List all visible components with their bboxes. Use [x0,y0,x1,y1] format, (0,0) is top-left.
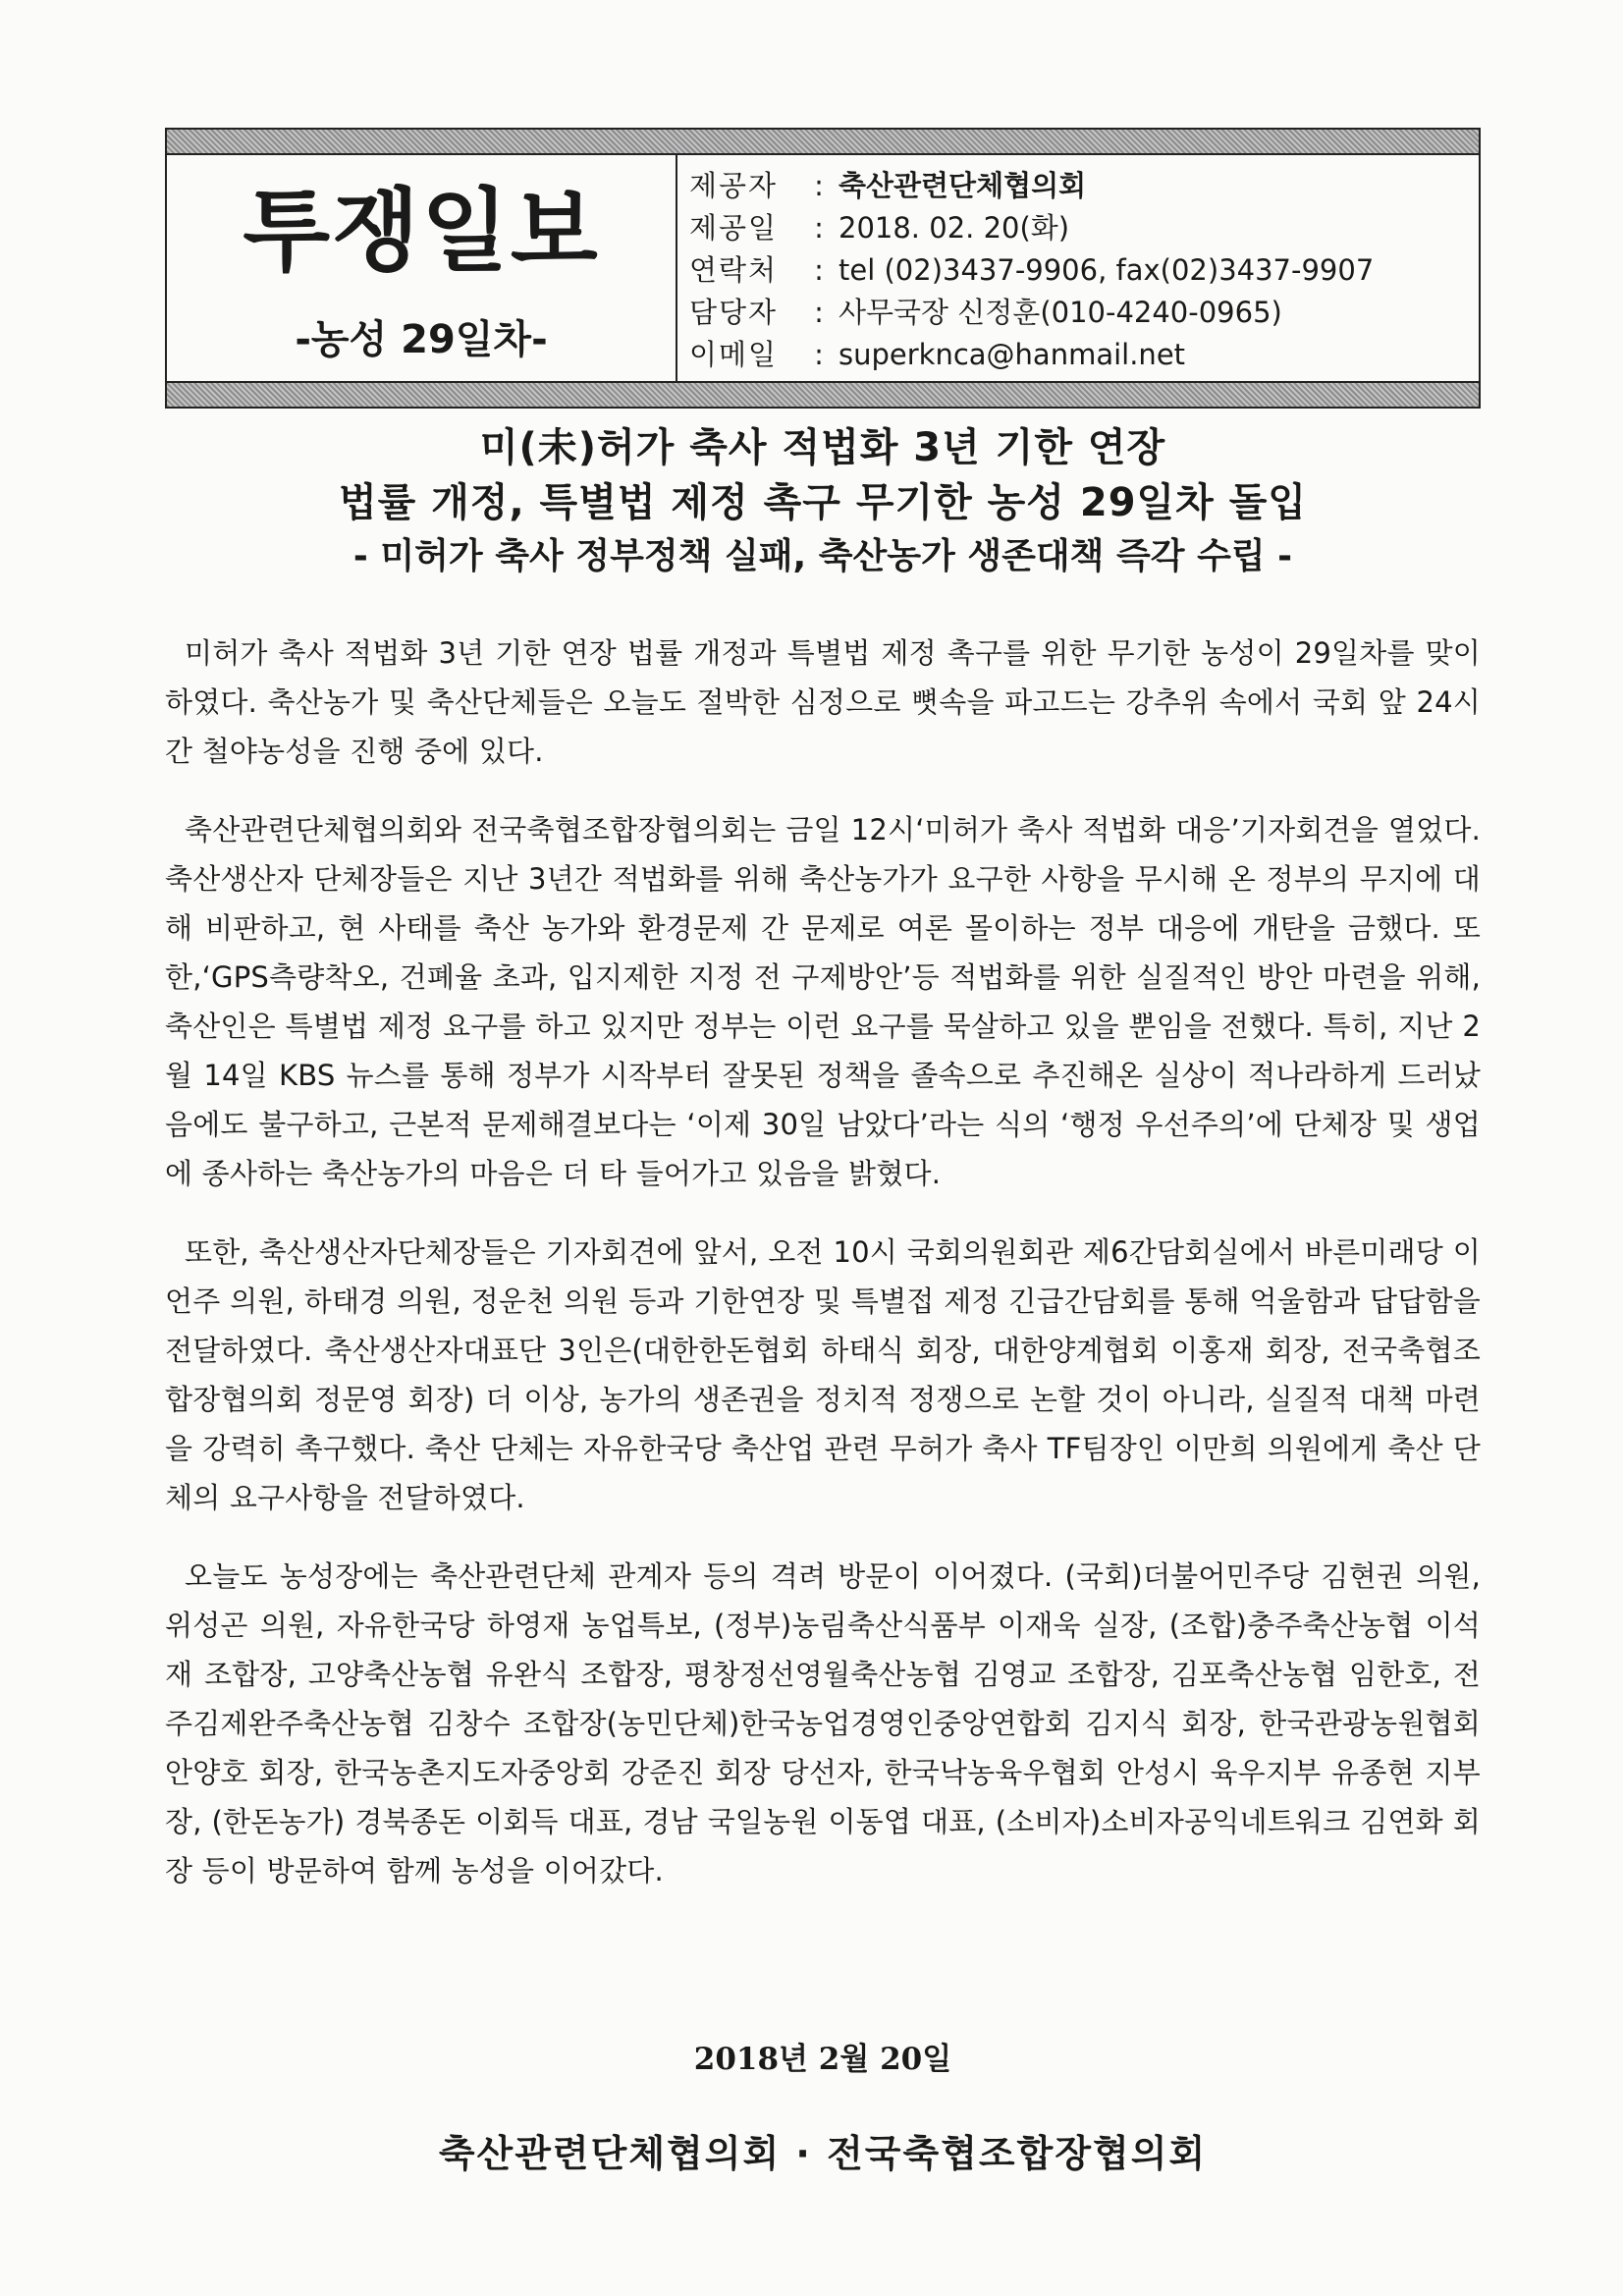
subheadline: - 미허가 축사 정부정책 실패, 축산농가 생존대책 즉각 수립 - [352,536,1293,576]
info-label: 이메일 [689,338,779,371]
info-row-date [689,207,1465,249]
info-row-email [689,334,1465,376]
info-label: 제공자 [689,169,779,202]
paragraph-3: 또한, 축산생산자단체장들은 기자회견에 앞서, 오전 10시 국회의원회관 제6간담회실에서 바른미래당 이언주 의원, 하태경 의원, 정운천 의원 등과 기한연장 및 특별접 제정 긴급간담회를 통해 억울함과 답답함을 전달하였다. 축산생산자대표단 3인은(대한한돈협회 하태식 회장, 대한양계협회 이홍재 회장, 전국축협조합장협의회 정문영 회장) 더 이상, 농가의 생존권을 정치적 정쟁으로 논할 것이 아니라, 실질적 대책 마련을 강력히 촉구했다. 축산 단체는 자유한국당 축산업 관련 무허가 축사 TF팀장인 이만희 의원에게 축산 단체의 요구사항을 전달하였다. [165,1235,1481,1514]
info-row-provider [689,165,1465,207]
headline-block [165,420,1481,583]
info-separator: : [814,211,824,245]
contact-info [689,165,1465,376]
release-date: 2018년 2월 20일 [693,2042,952,2077]
paragraph-2: 축산관련단체협의회와 전국축협조합장협의회는 금일 12시‘미허가 축사 적법화 대응’기자회견을 열었다. 축산생산자 단체장들은 지난 3년간 적법화를 위해 축산농가가 요구한 사항을 무시해 온 정부의 무지에 대해 비판하고, 현 사태를 축산 농가와 환경문제 간 문제로 여론 몰이하는 정부 대응에 개탄을 금했다. 또한,‘GPS측량착오, 건폐율 초과, 입지제한 지정 전 구제방안’등 적법화를 위한 실질적인 방안 마련을 위해, 축산인은 특별법 제정 요구를 하고 있지만 정부는 이런 요구를 묵살하고 있을 뿐임을 전했다. 특히, 지난 2월 14일 KBS 뉴스를 통해 정부가 시작부터 잘못된 정책을 졸속으로 추진해온 실상이 적나라하게 드러났음에도 불구하고, 근본적 문제해결보다는 ‘이제 30일 남았다’라는 식의 ‘행정 우선주의’에 단체장 및 생업에 종사하는 축산농가의 마음은 더 타 들어가고 있음을 밝혔다. [165,813,1481,1190]
info-value: 축산관련단체협의회 [839,169,1087,202]
brand-title: 투쟁일보 [243,179,600,284]
info-separator: : [814,296,824,329]
info-separator: : [814,253,824,287]
info-separator: : [814,169,824,202]
info-value: 2018. 02. 20(화) [839,211,1070,245]
header-box [165,128,1481,409]
info-separator: : [814,338,824,371]
headline-line-1: 미(未)허가 축사 적법화 3년 기한 연장 [479,425,1166,470]
info-label: 제공일 [689,211,779,245]
info-value: 사무국장 신정훈(010-4240-0965) [839,296,1282,329]
info-row-contact [689,249,1465,292]
article-body [165,629,1481,1925]
issuing-organizations: 축산관련단체협의회 · 전국축협조합장협의회 [438,2132,1208,2175]
brand-panel [167,155,677,383]
paragraph-4: 오늘도 농성장에는 축산관련단체 관계자 등의 격려 방문이 이어졌다. (국회)더불어민주당 김현권 의원, 위성곤 의원, 자유한국당 하영재 농업특보, (정부)농림축산식품부 이재욱 실장, (조합)충주축산농협 이석재 조합장, 고양축산농협 유완식 조합장, 평창정선영월축산농협 김영교 조합장, 김포축산농협 임한호, 전주김제완주축산농협 김창수 조합장(농민단체)한국농업경영인중앙연합회 김지식 회장, 한국관광농원협회 안양호 회장, 한국농촌지도자중앙회 강준진 회장 당선자, 한국낙농육우협회 안성시 육우지부 유종현 지부장, (한돈농가) 경북종돈 이회득 대표, 경남 국일농원 이동엽 대표, (소비자)소비자공익네트워크 김연화 회장 등이 방문하여 함께 농성을 이어갔다. [165,1559,1481,1887]
headline-line-2: 법률 개정, 특별법 제정 촉구 무기한 농성 29일차 돌입 [338,480,1308,525]
paragraph-1: 미허가 축사 적법화 3년 기한 연장 법률 개정과 특별법 제정 촉구를 위한 무기한 농성이 29일차를 맞이하였다. 축산농가 및 축산단체들은 오늘도 절박한 심정으로 뼛속을 파고드는 강추위 속에서 국회 앞 24시간 철야농성을 진행 중에 있다. [165,636,1481,768]
header-bottom-band [167,381,1479,407]
info-label: 담당자 [689,296,779,329]
info-value: tel (02)3437-9906, fax(02)3437-9907 [839,253,1375,287]
header-top-band [167,130,1479,155]
info-row-manager [689,292,1465,334]
brand-subtitle: -농성 29일차- [295,317,548,362]
info-label: 연락처 [689,253,779,287]
info-value: superknca@hanmail.net [839,338,1186,371]
